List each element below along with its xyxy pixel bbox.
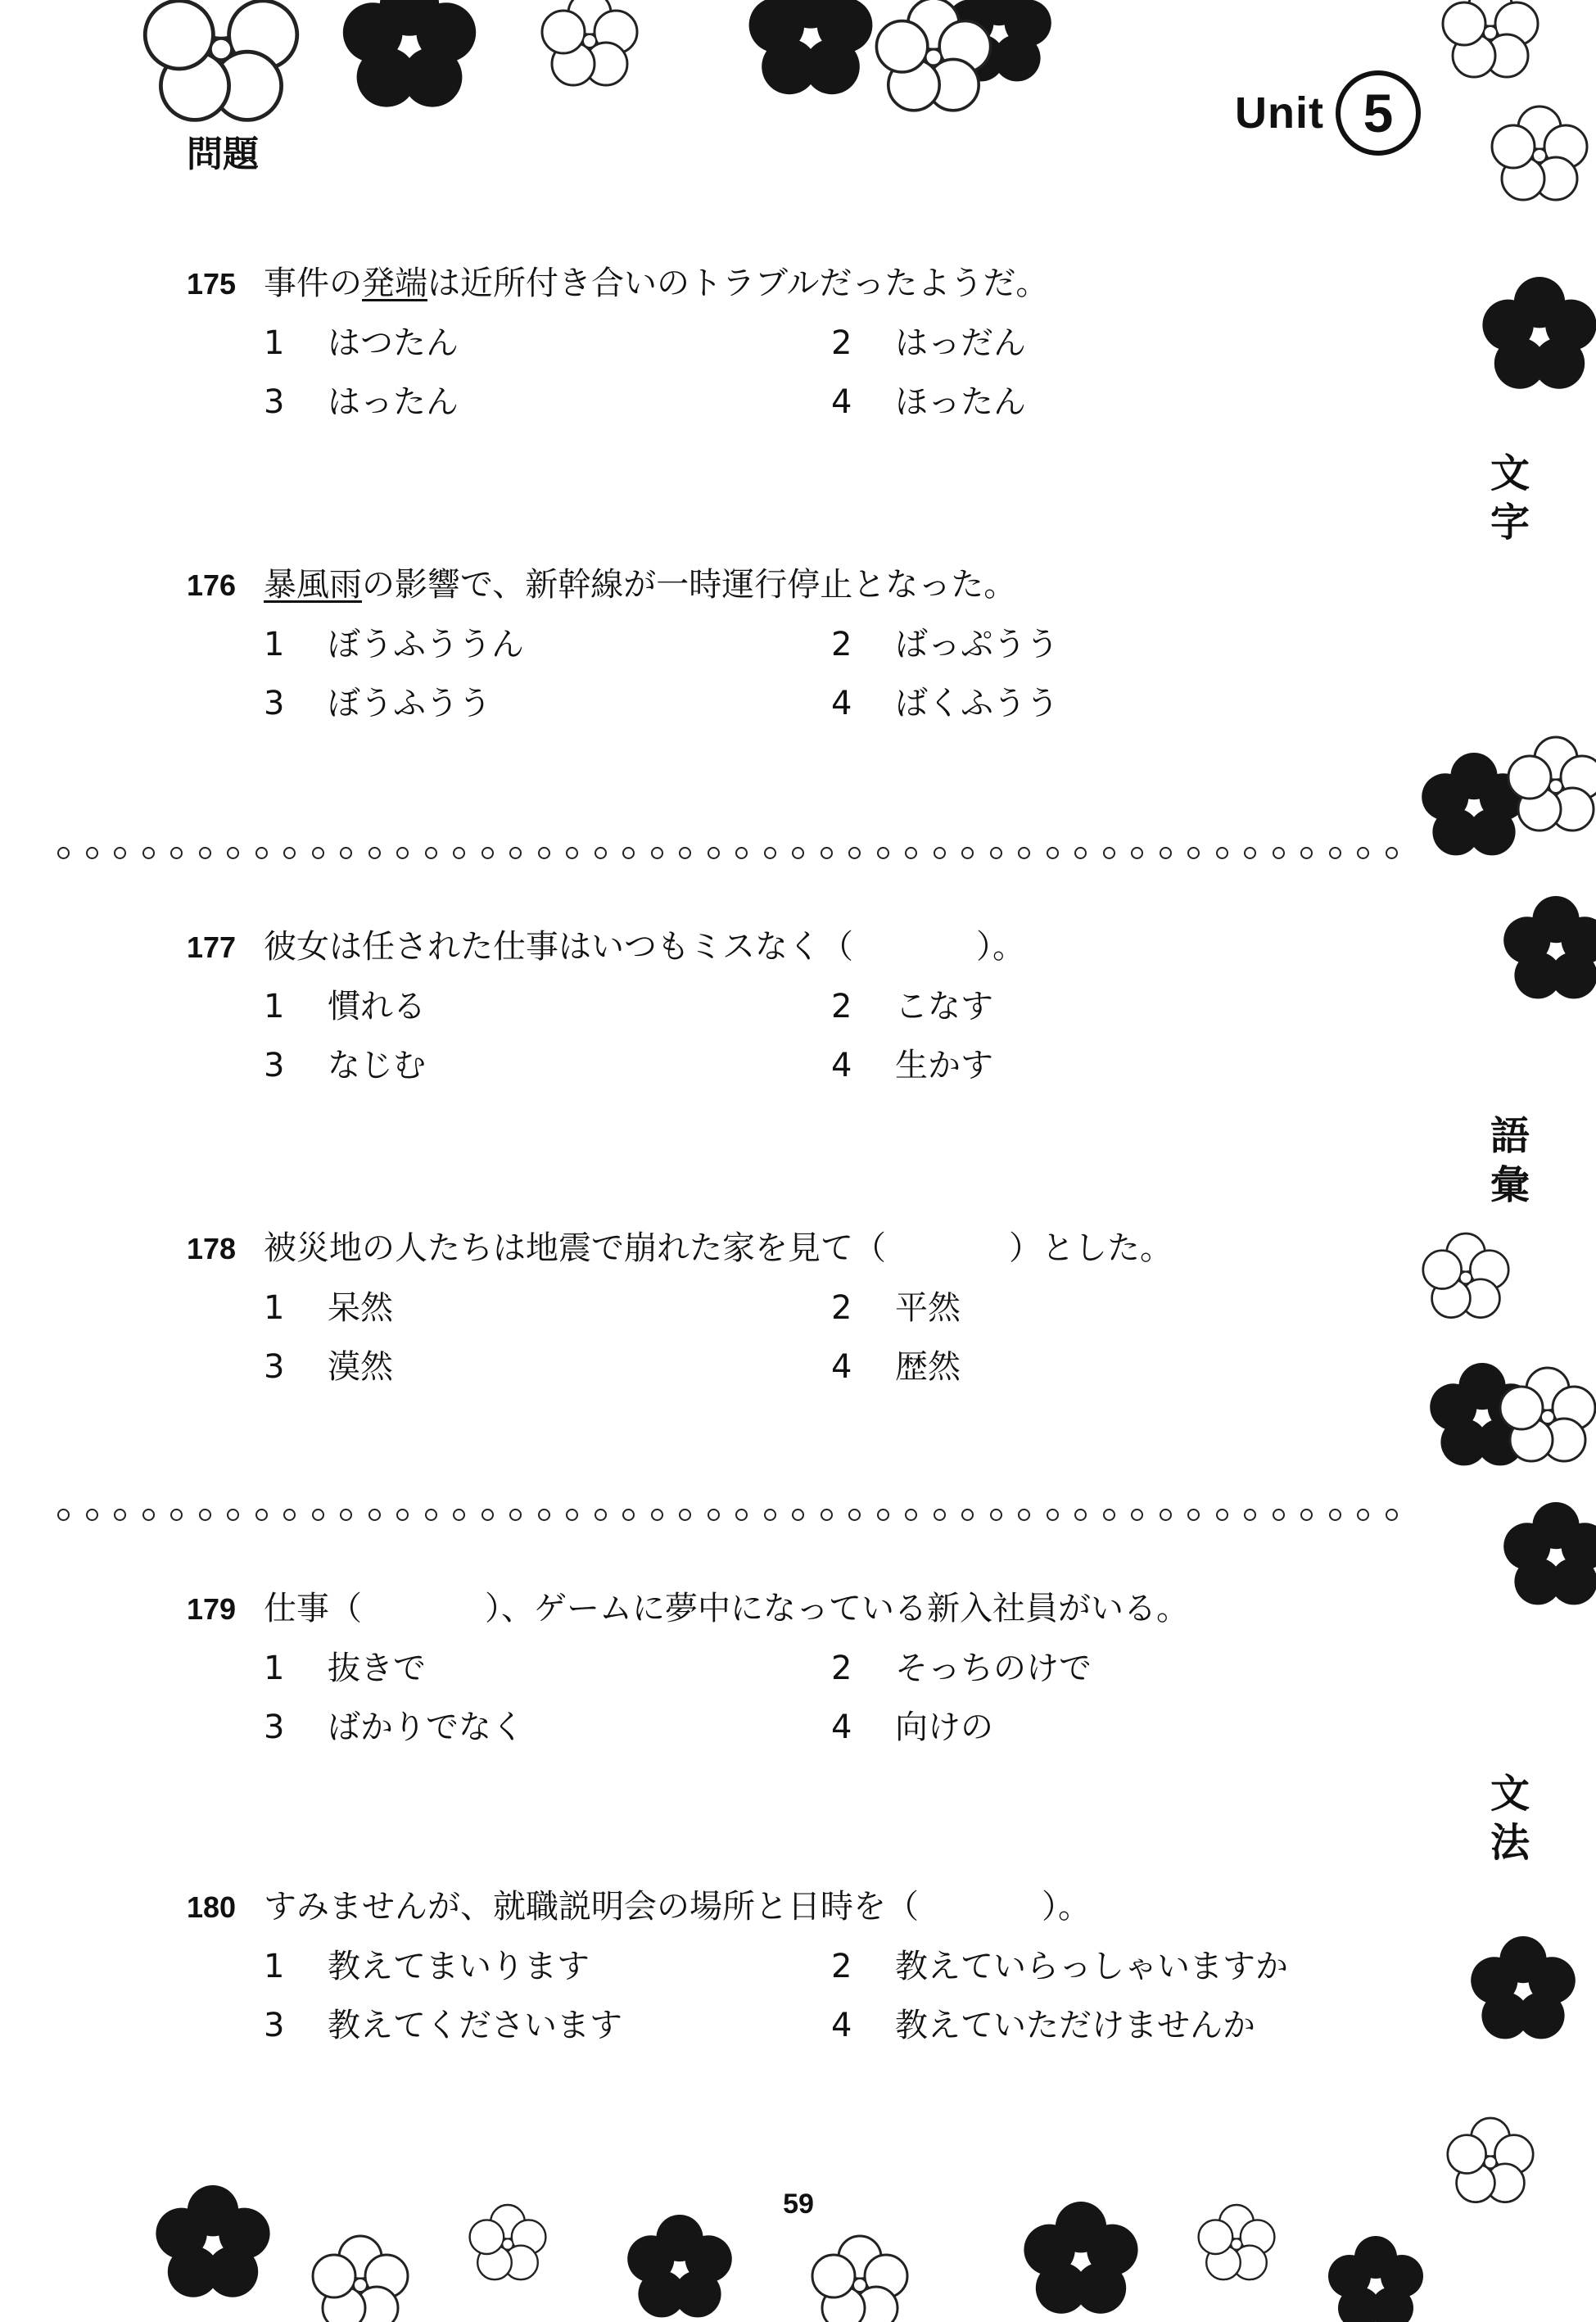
divider-dot xyxy=(227,1509,239,1521)
unit-label: Unit xyxy=(1235,88,1324,138)
option-4[interactable]: 4 ばくふうう xyxy=(831,685,1059,722)
divider-dot xyxy=(961,1509,974,1521)
question-180 xyxy=(187,1884,1399,2048)
divider-dot xyxy=(735,847,748,859)
divider-dot xyxy=(1329,1509,1341,1521)
divider-dot xyxy=(848,847,861,859)
divider-dot xyxy=(821,847,833,859)
option-2[interactable]: 2 平然 xyxy=(831,1289,961,1327)
side-label-goi: 語彙 xyxy=(1490,1113,1530,1208)
option-2[interactable]: 2 そっちのけで xyxy=(831,1650,1092,1687)
divider-dot xyxy=(170,847,183,859)
divider-dot xyxy=(227,847,239,859)
dotted-divider xyxy=(57,840,1398,865)
divider-dot xyxy=(1187,847,1200,859)
divider-dot xyxy=(792,1509,804,1521)
divider-dot xyxy=(142,1509,155,1521)
divider-dot xyxy=(679,847,691,859)
divider-dot xyxy=(1357,1509,1369,1521)
divider-dot xyxy=(1386,1509,1398,1521)
question-text: 被災地の人たちは地震で崩れた家を見て（ ）とした。 xyxy=(264,1229,1173,1267)
option-3[interactable]: 3 教えてくださいます xyxy=(264,2007,622,2044)
divider-dot xyxy=(905,1509,917,1521)
question-text: 事件の発端は近所付き合いのトラブルだったようだ。 xyxy=(264,265,1049,302)
divider-dot xyxy=(1273,847,1285,859)
question-number: 176 xyxy=(187,568,237,602)
option-1[interactable]: 1 教えてまいります xyxy=(264,1948,590,1985)
option-3[interactable]: 3 ばかりでなく xyxy=(264,1709,524,1746)
divider-dot xyxy=(396,1509,409,1521)
option-1[interactable]: 1 はつたん xyxy=(264,324,459,362)
option-4[interactable]: 4 ほったん xyxy=(831,383,1026,421)
question-text: 彼女は任された仕事はいつもミスなく（ ）。 xyxy=(264,928,1025,966)
divider-dot xyxy=(1244,1509,1256,1521)
option-2[interactable]: 2 はっだん xyxy=(831,324,1026,362)
divider-dot xyxy=(566,1509,578,1521)
question-number: 177 xyxy=(187,930,237,964)
question-175 xyxy=(187,260,1399,425)
divider-dot xyxy=(340,1509,352,1521)
divider-dot xyxy=(199,847,211,859)
divider-dot xyxy=(1329,847,1341,859)
unit-badge xyxy=(1235,64,1421,162)
divider-dot xyxy=(1047,1509,1059,1521)
divider-dot xyxy=(57,847,70,859)
question-179 xyxy=(187,1586,1399,1750)
divider-dot xyxy=(57,1509,70,1521)
question-text: 暴風雨の影響で、新幹線が一時運行停止となった。 xyxy=(264,566,1017,604)
divider-dot xyxy=(170,1509,183,1521)
option-3[interactable]: 3 はったん xyxy=(264,383,459,421)
dotted-divider xyxy=(57,1502,1398,1527)
divider-dot xyxy=(453,847,465,859)
option-4[interactable]: 4 教えていただけませんか xyxy=(831,2007,1255,2044)
divider-dot xyxy=(283,1509,296,1521)
underlined-word: 発端 xyxy=(362,265,427,302)
question-177 xyxy=(187,924,1399,1089)
option-4[interactable]: 4 歴然 xyxy=(831,1348,961,1386)
divider-dot xyxy=(708,847,720,859)
divider-dot xyxy=(821,1509,833,1521)
divider-dot xyxy=(764,1509,776,1521)
divider-dot xyxy=(114,1509,126,1521)
option-4[interactable]: 4 生かす xyxy=(831,1047,993,1084)
divider-dot xyxy=(1074,847,1087,859)
divider-dot xyxy=(199,1509,211,1521)
divider-dot xyxy=(142,847,155,859)
side-label-bunpou: 文法 xyxy=(1490,1771,1530,1866)
option-1[interactable]: 1 ぼうふううん xyxy=(264,626,524,663)
question-176 xyxy=(187,562,1399,726)
divider-dot xyxy=(905,847,917,859)
divider-dot xyxy=(595,847,607,859)
divider-dot xyxy=(1103,847,1115,859)
divider-dot xyxy=(961,847,974,859)
divider-dot xyxy=(312,1509,324,1521)
divider-dot xyxy=(368,847,381,859)
option-3[interactable]: 3 ぼうふうう xyxy=(264,685,491,722)
question-number: 179 xyxy=(187,1592,237,1626)
divider-dot xyxy=(425,1509,437,1521)
divider-dot xyxy=(1131,847,1143,859)
divider-dot xyxy=(708,1509,720,1521)
divider-dot xyxy=(396,847,409,859)
page-number: 59 xyxy=(783,2188,814,2220)
option-1[interactable]: 1 慣れる xyxy=(264,988,426,1025)
divider-dot xyxy=(1074,1509,1087,1521)
divider-dot xyxy=(990,1509,1002,1521)
divider-dot xyxy=(255,1509,268,1521)
divider-dot xyxy=(1131,1509,1143,1521)
divider-dot xyxy=(1357,847,1369,859)
divider-dot xyxy=(340,847,352,859)
divider-dot xyxy=(1300,847,1313,859)
option-2[interactable]: 2 教えていらっしゃいますか xyxy=(831,1948,1288,1985)
divider-dot xyxy=(1018,1509,1030,1521)
divider-dot xyxy=(679,1509,691,1521)
option-2[interactable]: 2 ばっぷうう xyxy=(831,626,1059,663)
divider-dot xyxy=(1160,847,1172,859)
divider-dot xyxy=(877,1509,889,1521)
question-number: 178 xyxy=(187,1232,237,1265)
divider-dot xyxy=(934,1509,946,1521)
divider-dot xyxy=(651,1509,663,1521)
divider-dot xyxy=(1300,1509,1313,1521)
divider-dot xyxy=(368,1509,381,1521)
divider-dot xyxy=(1187,1509,1200,1521)
divider-dot xyxy=(1216,847,1228,859)
divider-dot xyxy=(1160,1509,1172,1521)
option-3[interactable]: 3 漠然 xyxy=(264,1348,393,1386)
question-text: すみませんが、就職説明会の場所と日時を（ ）。 xyxy=(264,1888,1091,1926)
divider-dot xyxy=(566,847,578,859)
question-text: 仕事（ ）、ゲームに夢中になっている新入社員がいる。 xyxy=(264,1590,1189,1627)
divider-dot xyxy=(764,847,776,859)
divider-dot xyxy=(114,847,126,859)
option-2[interactable]: 2 こなす xyxy=(831,988,993,1025)
divider-dot xyxy=(312,847,324,859)
divider-dot xyxy=(509,1509,522,1521)
divider-dot xyxy=(990,847,1002,859)
divider-dot xyxy=(482,1509,494,1521)
divider-dot xyxy=(1047,847,1059,859)
divider-dot xyxy=(482,847,494,859)
divider-dot xyxy=(86,847,98,859)
divider-dot xyxy=(1018,847,1030,859)
divider-dot xyxy=(651,847,663,859)
divider-dot xyxy=(425,847,437,859)
unit-number: 5 xyxy=(1336,70,1421,156)
divider-dot xyxy=(1216,1509,1228,1521)
divider-dot xyxy=(622,1509,635,1521)
question-178 xyxy=(187,1225,1399,1390)
side-label-moji: 文字 xyxy=(1490,450,1530,545)
divider-dot xyxy=(1386,847,1398,859)
divider-dot xyxy=(538,1509,550,1521)
option-3[interactable]: 3 なじむ xyxy=(264,1047,426,1084)
divider-dot xyxy=(538,847,550,859)
divider-dot xyxy=(877,847,889,859)
divider-dot xyxy=(1244,847,1256,859)
divider-dot xyxy=(1103,1509,1115,1521)
divider-dot xyxy=(622,847,635,859)
divider-dot xyxy=(792,847,804,859)
divider-dot xyxy=(509,847,522,859)
divider-dot xyxy=(848,1509,861,1521)
divider-dot xyxy=(595,1509,607,1521)
divider-dot xyxy=(255,847,268,859)
underlined-word: 暴風雨 xyxy=(264,566,362,604)
divider-dot xyxy=(453,1509,465,1521)
section-title: 問題 xyxy=(187,134,259,175)
divider-dot xyxy=(1273,1509,1285,1521)
question-number: 180 xyxy=(187,1890,237,1924)
option-1[interactable]: 1 抜きで xyxy=(264,1650,426,1687)
divider-dot xyxy=(86,1509,98,1521)
divider-dot xyxy=(283,847,296,859)
option-4[interactable]: 4 向けの xyxy=(831,1709,993,1746)
divider-dot xyxy=(934,847,946,859)
question-number: 175 xyxy=(187,267,237,301)
divider-dot xyxy=(735,1509,748,1521)
option-1[interactable]: 1 呆然 xyxy=(264,1289,393,1327)
